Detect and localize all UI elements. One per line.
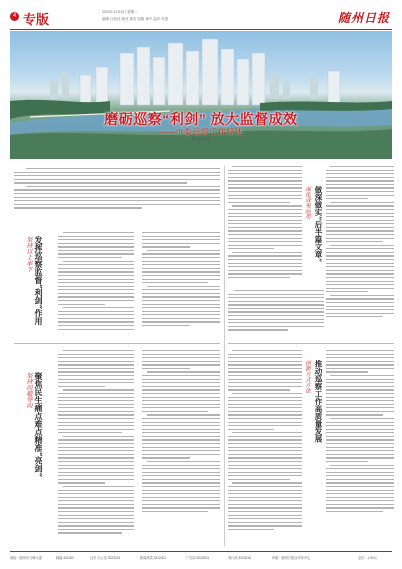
article-3-kicker: 坚持问题导向 bbox=[25, 372, 32, 408]
footer-postcode: 邮编 441300 bbox=[56, 556, 74, 560]
footer-distribution-phone: 发行部 3222016 bbox=[228, 556, 251, 560]
article-2-kicker: 深化成果运用 bbox=[304, 186, 310, 219]
article-2-body bbox=[326, 166, 394, 322]
article-2-continued bbox=[228, 290, 324, 338]
main-headline: 磨砺巡察“利剑” 放大监督成效 bbox=[104, 111, 298, 127]
left-section-divider bbox=[14, 343, 220, 344]
page-number-badge: 4 bbox=[10, 12, 19, 21]
article-3-body-col2 bbox=[142, 350, 220, 546]
article-1-body-col2 bbox=[142, 232, 220, 340]
article-1-body-col1 bbox=[58, 232, 134, 340]
page-header bbox=[10, 8, 392, 28]
article-3-body-col1 bbox=[58, 350, 134, 546]
footer-printer: 印刷：随州日报社印务中心 bbox=[272, 556, 311, 560]
article-1-kicker: 坚持以上率下 bbox=[25, 236, 32, 272]
footer-ad-phone: 广告部 3222023 bbox=[186, 556, 209, 560]
section-title: 专版 bbox=[23, 12, 50, 27]
footer-address: 地址：随州市文峰大道 bbox=[10, 556, 42, 560]
article-4-title: 推动巡察工作高质量发展 bbox=[314, 360, 323, 443]
footer-price: 定价：1.50元 bbox=[358, 556, 377, 560]
newspaper-logo: 随州日报 bbox=[337, 11, 390, 25]
right-section-divider bbox=[228, 343, 394, 344]
footer-news-hotline: 新闻热线 3222021 bbox=[140, 556, 167, 560]
editor-credits: 编辑 汪佳伟 校对 龚雪 组版 黄中 监印 朱建 bbox=[102, 17, 169, 21]
article-2-title: 做深做实“后半篇文章” bbox=[314, 186, 323, 263]
sub-headline: ——市委巡察工作综述 bbox=[158, 127, 244, 136]
article-4-body-col1 bbox=[228, 350, 302, 546]
footer-office-phone: 社长 办公室 3222013 bbox=[90, 556, 121, 560]
byline: 通讯员 余浩 bbox=[191, 137, 211, 141]
article-1-title: 发挥巡察监督“利剑”作用 bbox=[34, 236, 44, 326]
issue-date: 2022年12月6日 星期二 bbox=[102, 10, 138, 14]
article-4-kicker: 创新方式方法 bbox=[304, 360, 310, 393]
center-column-divider bbox=[224, 166, 225, 546]
intro-paragraph bbox=[14, 168, 220, 218]
page-footer bbox=[10, 551, 392, 566]
article-4-body-col2 bbox=[326, 350, 394, 546]
article-2-intro-col bbox=[228, 166, 302, 286]
article-3-title: 聚焦民生痛点难点精准“亮剑” bbox=[34, 372, 44, 478]
header-rule bbox=[10, 29, 392, 30]
